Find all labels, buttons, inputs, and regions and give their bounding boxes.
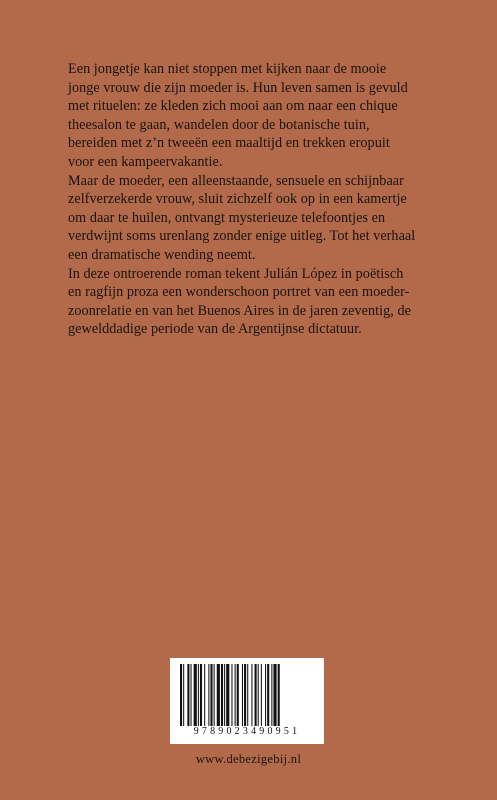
isbn-barcode — [170, 658, 324, 744]
blurb-paragraph-2: Maar de moeder, een alleenstaande, sensuele en schijnbaar zelfverzekerde vrouw, sluit zichzelf ook op in een kamertje om daar te huilen, ontvangt mysterieuze telefoontjes en verdwijnt soms urenlang zonder enige uitleg. Tot het verhaal een dramatische wending neemt. — [68, 172, 416, 263]
blurb-paragraph-3: In deze ontroerende roman tekent Julián López in poëtisch en ragfijn proza een wonderschoon portret van een moeder-zoonrelatie en van het Buenos Aires in de jaren zeventig, de gewelddadige periode van de Argentijnse dictatuur. — [68, 265, 411, 338]
publisher-website: www.debezigebij.nl — [195, 752, 302, 766]
barcode-digits: 9789023490951 — [193, 726, 301, 737]
barcode-bars — [178, 664, 316, 726]
blurb-text — [68, 60, 416, 339]
blurb-paragraph-1: Een jongetje kan niet stoppen met kijken naar de mooie jonge vrouw die zijn moeder is. Hun leven samen is gevuld met rituelen: ze kleden zich mooi aan om naar een chique theesalon te gaan, wandelen door de botanische tuin, bereiden met z’n tweeën een maaltijd en trekken eropuit voor een kampeervakantie. — [68, 61, 408, 170]
